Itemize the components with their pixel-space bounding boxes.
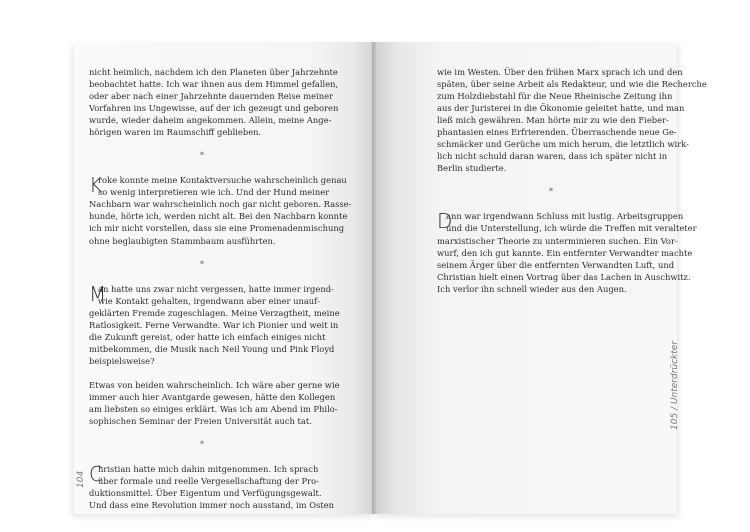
text-line: am liebsten so einiges erklärt. Was ich am Abend im Philo- bbox=[89, 403, 338, 414]
text-line: wurf, den ich gut kannte. Ein entfernter Verwandter machte bbox=[437, 247, 693, 258]
text-line: hunde, hörte ich, werden nicht alt. Bei den Nachbarn konnte bbox=[89, 211, 348, 222]
section-separator: * bbox=[549, 187, 553, 197]
text-line: lich nicht schuld daran waren, dass ich später nicht in bbox=[437, 151, 668, 162]
text-line: ich mir nicht vorstellen, dass sie eine Promenadenmischung bbox=[89, 223, 345, 234]
text-line: Und dass eine Revolution immer noch ausstand, im Osten bbox=[89, 500, 335, 511]
text-line: späten, über seine Arbeit als Redakteur, und wie die Recherche bbox=[437, 79, 707, 90]
text-line: hörigen waren im Raumschiff geblieben. bbox=[89, 127, 262, 138]
paragraph bbox=[437, 66, 707, 174]
text-line: beispielsweise? bbox=[89, 355, 155, 366]
text-line: Ich verlor ihn schnell wieder aus den Augen. bbox=[437, 283, 627, 294]
text-line: die Zukunft gereist, oder hatte ich einfach einiges nicht bbox=[89, 331, 326, 342]
text-line: geklärten Fremde zugeschlagen. Meine Verzagtheit, meine bbox=[89, 307, 340, 318]
text-line: oder aber nach einer Jahrzehnte dauernden Reise meiner bbox=[89, 91, 334, 102]
text-line: Nachbarn war wahrscheinlich noch gar nicht geboren. Rasse- bbox=[89, 199, 352, 210]
left-page-text bbox=[89, 66, 352, 511]
paragraph bbox=[89, 173, 352, 246]
right-page-text bbox=[437, 66, 707, 295]
page-number-right: 105 / Unterdrückter bbox=[670, 340, 680, 430]
text-line: mitbekommen, die Musik nach Neil Young und Pink Floyd bbox=[89, 343, 335, 354]
text-line: immer auch hier Avantgarde gewesen, hätte den Kollegen bbox=[89, 391, 336, 402]
text-line: schmäcker und Gerüche um mich herum, die letztlich wirk- bbox=[437, 139, 689, 150]
paragraph bbox=[89, 281, 340, 367]
text-line: und die Unterstellung, ich würde die Treffen mit veralteter bbox=[446, 223, 697, 234]
text-line: Christian hielt einen Vortrag über das Lachen in Auschwitz. bbox=[437, 271, 691, 282]
text-line: Berlin studierte. bbox=[437, 163, 507, 174]
text-line: nicht heimlich, nachdem ich den Planeten über Jahrzehnte bbox=[89, 67, 338, 77]
text-line: seinem Ärger über die entfernten Verwandten Luft, und bbox=[437, 259, 675, 270]
book-spine bbox=[372, 42, 376, 514]
drop-cap-initial: K bbox=[89, 173, 103, 198]
paragraph bbox=[437, 209, 697, 294]
text-line: wurde, wieder daheim angekommen. Allein, meine Ange- bbox=[89, 115, 332, 126]
drop-cap-initial: C bbox=[89, 462, 103, 487]
text-line: Ratlosigkeit. Ferne Verwandte. War ich Pionier und weit in bbox=[89, 319, 339, 330]
text-line: so wenig interpretieren wie ich. Und der Hund meiner bbox=[98, 187, 330, 198]
section-separator: * bbox=[200, 440, 204, 450]
text-line: phantasien eines Erfrierenden. Überraschende neue Ge- bbox=[437, 127, 677, 138]
section-separator: * bbox=[200, 151, 204, 161]
drop-cap-initial: M bbox=[89, 281, 107, 306]
text-line: an hatte uns zwar nicht vergessen, hatte immer irgend- bbox=[98, 283, 334, 294]
text-line: aus der Juristerei in die Ökonomie geleitet hatte, und man bbox=[437, 103, 685, 114]
text-line: roke konnte meine Kontaktversuche wahrscheinlich genau bbox=[98, 175, 347, 186]
text-line: Etwas von beiden wahrscheinlich. Ich wäre aber gerne wie bbox=[89, 379, 340, 390]
section-separator: * bbox=[200, 259, 204, 269]
text-line: marxistischer Theorie zu unterminieren suchen. Ein Vor- bbox=[437, 235, 678, 246]
text-line: ohne beglaubigten Stammbaum ausführten. bbox=[89, 235, 276, 246]
paragraph bbox=[89, 462, 335, 511]
text-line: ließ mich gewähren. Man hörte mir zu wie den Fieber- bbox=[437, 115, 669, 126]
text-line: wie im Westen. Über den frühen Marx sprach ich und den bbox=[437, 67, 683, 77]
drop-cap-initial: D bbox=[437, 209, 453, 234]
text-line: zum Holzdiebstahl für die Neue Rheinische Zeitung ihn bbox=[437, 91, 673, 102]
text-line: duktionsmittel. Über Eigentum und Verfügungsgewalt. bbox=[89, 488, 322, 499]
text-line: sophischen Seminar der Freien Universität auch tat. bbox=[89, 416, 312, 427]
paragraph bbox=[89, 66, 339, 138]
text-line: beobachtet hatte. Ich war ihnen aus dem Himmel gefallen, bbox=[89, 79, 339, 90]
text-line: wie Kontakt gehalten, irgendwann aber einer unauf- bbox=[98, 295, 320, 306]
page-number-left: 104 bbox=[76, 470, 86, 488]
paragraph bbox=[89, 379, 340, 427]
text-line: Vorfahren ins Ungewisse, auf der ich gezeugt und geboren bbox=[89, 103, 339, 114]
text-line: über formale und reelle Vergesellschaftung der Pro- bbox=[98, 476, 319, 487]
text-line: ann war irgendwann Schluss mit lustig. Arbeitsgruppen bbox=[446, 211, 684, 222]
text-line: hristian hatte mich dahin mitgenommen. Ich sprach bbox=[98, 464, 319, 475]
